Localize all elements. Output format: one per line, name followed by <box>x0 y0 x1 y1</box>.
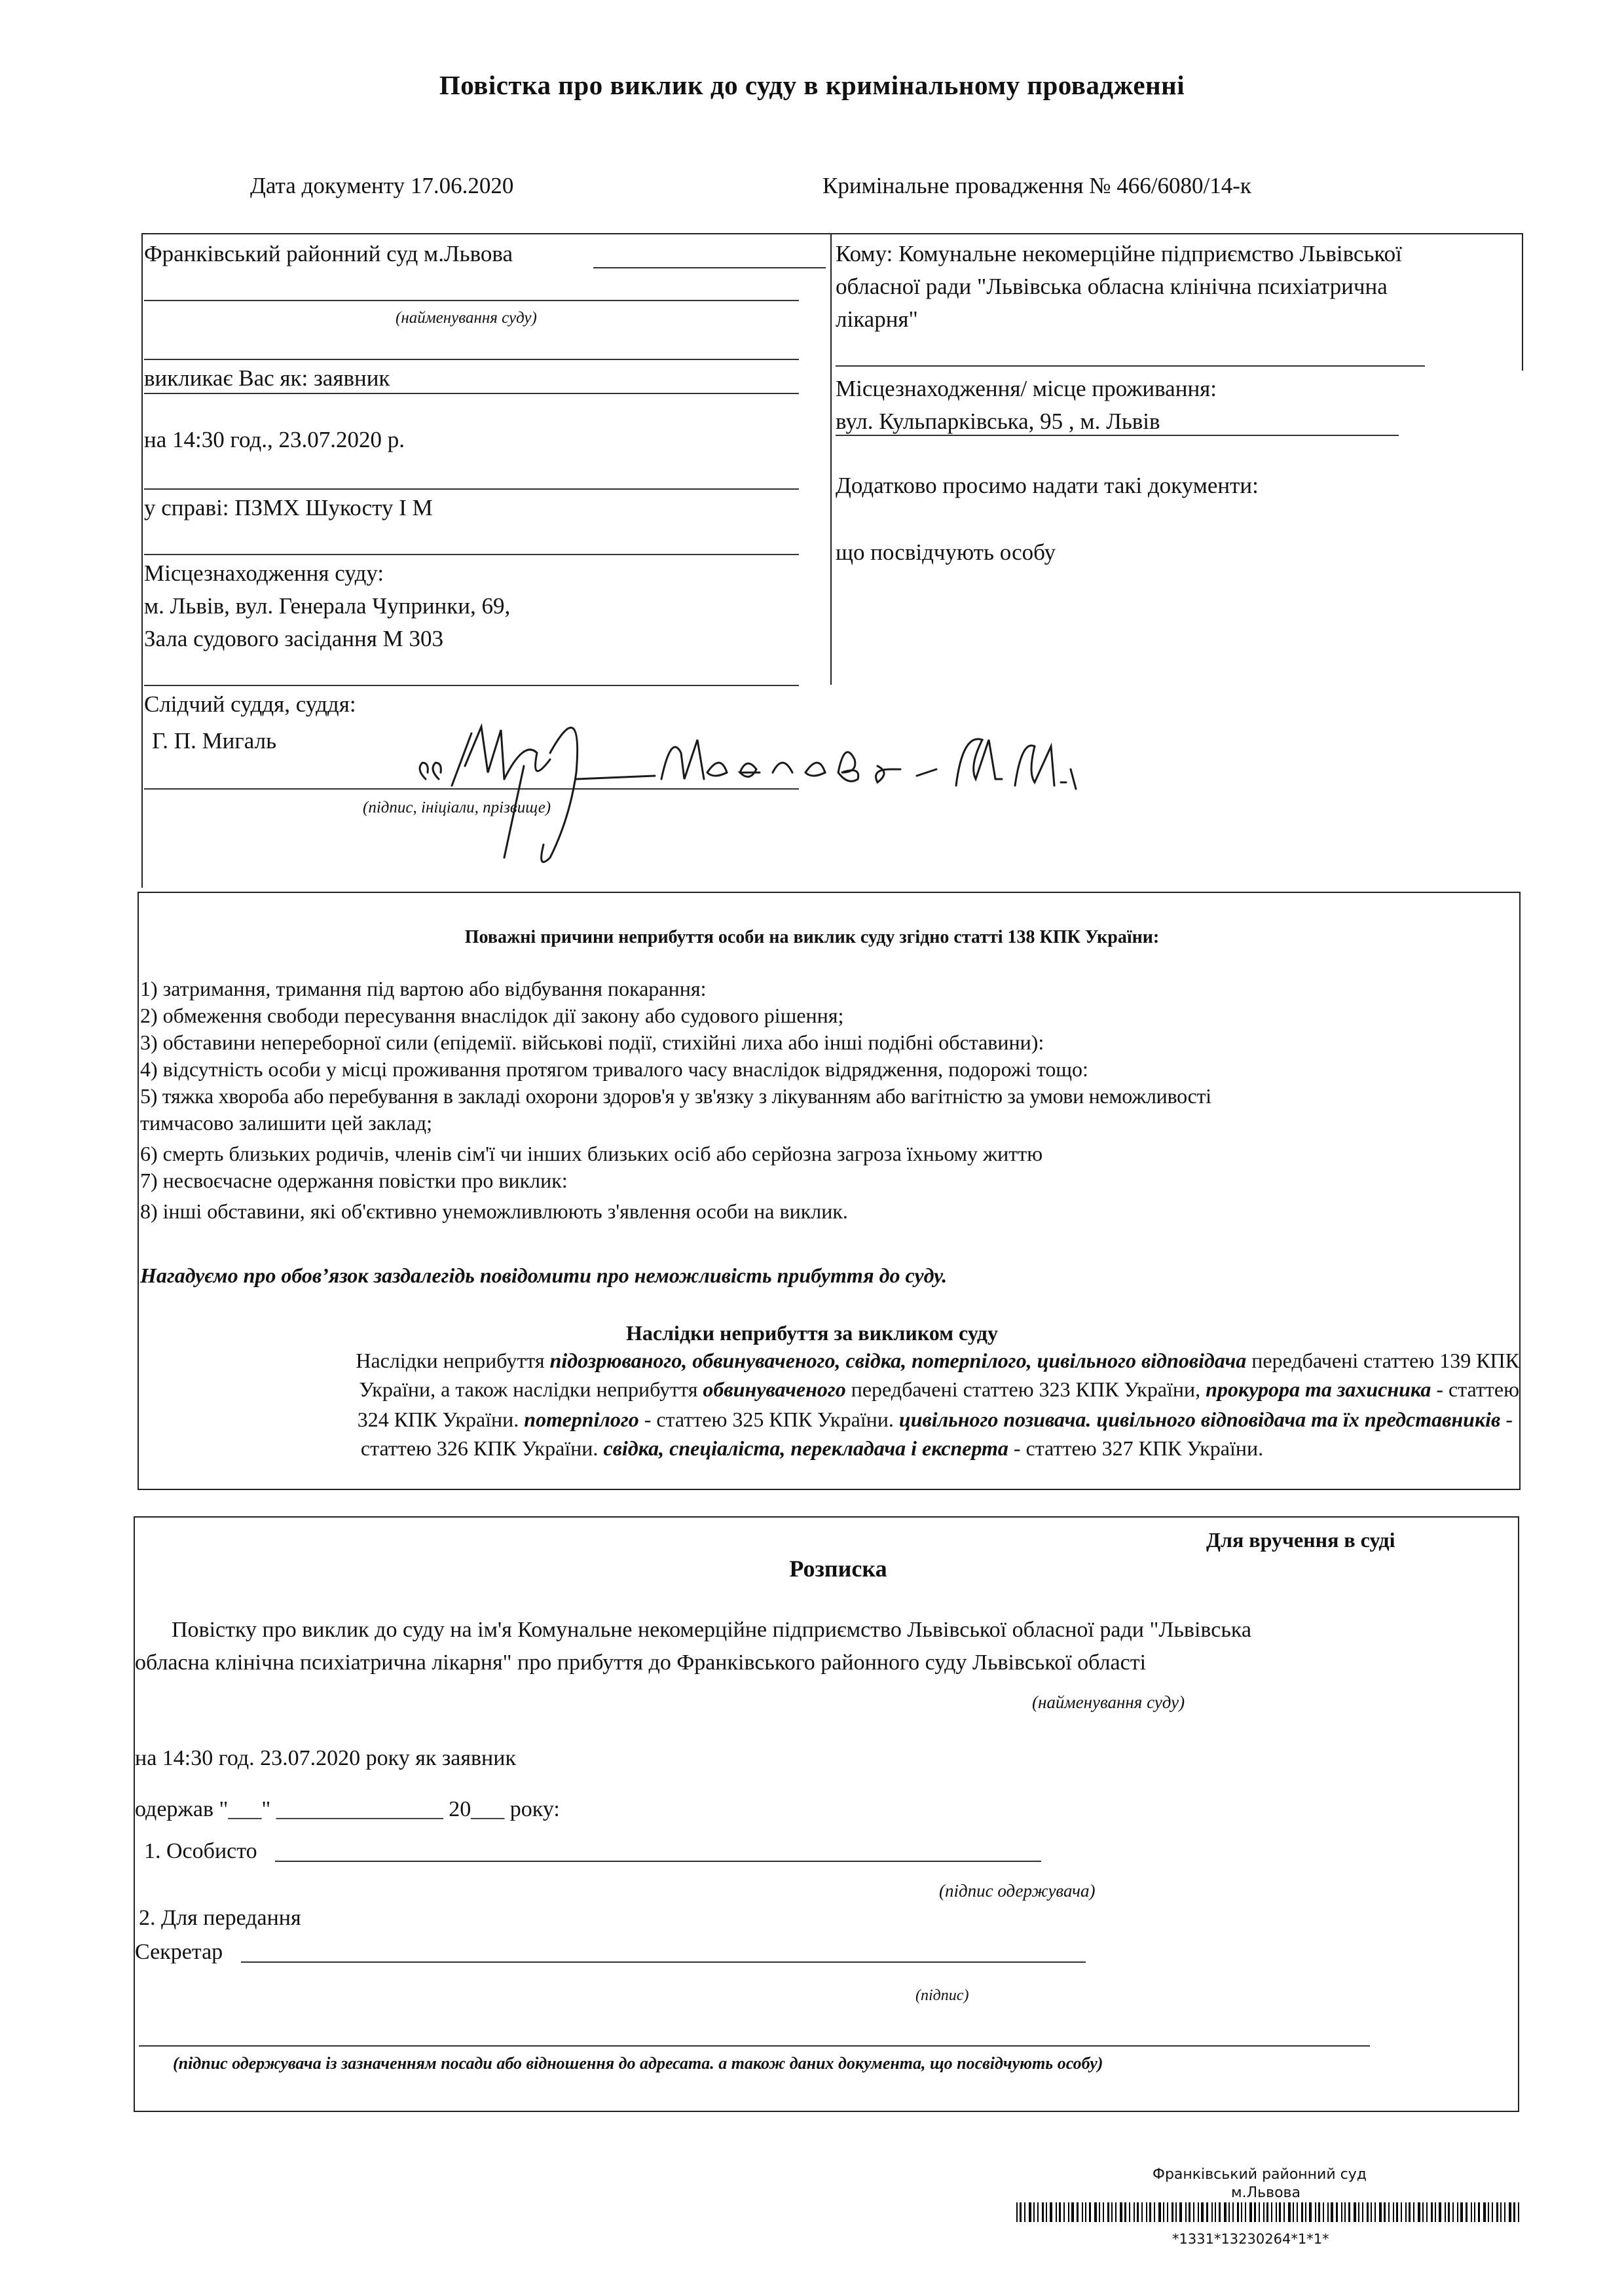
text: статтею 326 КПК України. <box>360 1436 604 1460</box>
column-divider <box>830 233 832 685</box>
barcode-bar <box>1103 2202 1104 2222</box>
barcode-bar <box>1279 2202 1281 2222</box>
underline <box>593 267 826 268</box>
receipt-line-2: обласна клінічна психіатрична лікарня" про прибуття до Франківського районного суду Львівської області <box>135 1650 1147 1675</box>
text: - статтею 325 КПК України. <box>638 1408 899 1431</box>
barcode-bar <box>1059 2202 1061 2222</box>
barcode-bar <box>1305 2202 1306 2222</box>
barcode-bar <box>1077 2202 1079 2222</box>
barcode-bar <box>1189 2202 1190 2222</box>
barcode-bar <box>1471 2202 1472 2222</box>
secretary-sign-caption: (підпис) <box>915 1987 969 2004</box>
barcode-bar <box>1107 2202 1109 2222</box>
barcode-bar <box>1509 2202 1511 2222</box>
judge-label: Слідчий суддя, суддя: <box>144 691 356 717</box>
reminder: Нагадуємо про обов’язок заздалегідь повідомити про неможливість прибуття до суду. <box>140 1264 948 1287</box>
text: цивільного позивача. цивільного відповідача та їх представників <box>898 1408 1501 1431</box>
case-number: Кримінальне провадження № 466/6080/14-к <box>822 173 1251 198</box>
barcode-bar <box>1288 2202 1291 2222</box>
barcode-bar <box>1460 2202 1463 2222</box>
barcode-bar <box>1431 2202 1433 2222</box>
barcode-bar <box>1496 2202 1498 2222</box>
recipient-line-3: лікарня" <box>836 306 918 332</box>
barcode-bar <box>1315 2202 1316 2222</box>
barcode-text: *1331*13230264*1*1* <box>1172 2231 1329 2247</box>
underline <box>144 488 799 490</box>
for-transfer-label: 2. Для передання <box>139 1906 301 1930</box>
barcode-bar <box>1266 2202 1268 2222</box>
barcode-bar <box>1388 2202 1390 2222</box>
documents-label: Додатково просимо надати такі документи: <box>836 473 1259 498</box>
receipt-title: Розписка <box>789 1556 887 1582</box>
underline <box>836 435 1399 436</box>
barcode-bar <box>1327 2202 1329 2222</box>
reason-item: 4) відсутність особи у місці проживання протягом тривалого часу внаслідок відрядження, подорожі тощо: <box>140 1057 1088 1081</box>
summons-as: викликає Вас як: заявник <box>144 365 390 391</box>
barcode-bar <box>1016 2202 1018 2222</box>
barcode-bar <box>1478 2202 1480 2222</box>
barcode-bar <box>1263 2202 1264 2222</box>
barcode-bar <box>1185 2202 1187 2222</box>
receipt-line-1: Повістку про виклик до суду на ім'я Комунальне некомерційне підприємство Львівської обласної ради "Львівська <box>172 1618 1251 1642</box>
barcode-bar <box>1271 2202 1272 2222</box>
barcode-bar <box>1224 2202 1227 2222</box>
barcode-bar <box>1341 2202 1342 2222</box>
barcode-bar <box>1393 2202 1394 2222</box>
barcode-bar <box>1046 2202 1047 2222</box>
text: України, а також наслідки неприбуття <box>359 1377 703 1401</box>
court-name: Франківський районний суд м.Львова <box>144 241 513 266</box>
court-address: м. Львів, вул. Генерала Чупринки, 69, <box>144 593 511 619</box>
consequences-line-3 <box>0 1405 1513 1434</box>
barcode-bar <box>1211 2202 1213 2222</box>
barcode-bar <box>1068 2202 1069 2222</box>
barcode-bar <box>1085 2202 1086 2222</box>
document-title: Повістка про виклик до суду в кримінальному провадженні <box>439 70 1185 100</box>
barcode-bar <box>1129 2202 1130 2222</box>
text: - статтею 327 КПК України. <box>1008 1436 1264 1460</box>
signature-caption: (підпис, ініціали, прізвище) <box>363 799 551 816</box>
barcode-bar <box>1254 2202 1256 2222</box>
barcode-bar <box>1483 2202 1486 2222</box>
barcode-bar <box>1115 2202 1116 2222</box>
underline <box>275 1861 1041 1862</box>
barcode-bar <box>1488 2202 1489 2222</box>
barcode-bar <box>1241 2202 1242 2222</box>
barcode-bar <box>1063 2202 1065 2222</box>
barcode-bar <box>1409 2202 1411 2222</box>
documents-value: що посвідчують особу <box>836 539 1056 565</box>
barcode-bar <box>1099 2202 1100 2222</box>
barcode-bar <box>1137 2202 1139 2222</box>
barcode-bar <box>1042 2202 1044 2222</box>
barcode-bar <box>1175 2202 1177 2222</box>
barcode-bar <box>1396 2202 1398 2222</box>
barcode-bar <box>1141 2202 1143 2222</box>
barcode-bar <box>1154 2202 1155 2222</box>
underline <box>139 2045 1370 2047</box>
barcode-bar <box>1309 2202 1312 2222</box>
barcode-bar <box>1448 2202 1450 2222</box>
handwritten-signature <box>406 707 1126 864</box>
barcode-bar <box>1179 2202 1182 2222</box>
barcode-bar <box>1331 2202 1333 2222</box>
text: - статтею <box>1431 1377 1519 1401</box>
barcode-bar <box>1158 2202 1161 2222</box>
text: прокурора та захисника <box>1206 1377 1431 1401</box>
barcode-bar <box>1504 2202 1505 2222</box>
barcode-bar <box>1259 2202 1260 2222</box>
barcode-bar <box>1513 2202 1515 2222</box>
reason-item: 2) обмеження свободи пересування внаслідок дії закону або судового рішення; <box>140 1004 844 1027</box>
barcode-bar <box>1422 2202 1424 2222</box>
barcode-bar <box>1050 2202 1052 2222</box>
barcode-bar <box>1094 2202 1097 2222</box>
barcode-bar <box>1167 2202 1168 2222</box>
barcode-bar <box>1457 2202 1458 2222</box>
secretary-label: Секретар <box>135 1940 223 1964</box>
barcode-bar <box>1249 2202 1252 2222</box>
barcode-bar <box>1020 2202 1022 2222</box>
receipt-time-line: на 14:30 год. 23.07.2020 року як заявник <box>135 1746 516 1770</box>
barcode-bar <box>1426 2202 1428 2222</box>
barcode-bar <box>1198 2202 1199 2222</box>
consequences-line-4 <box>0 1434 1624 1463</box>
barcode-bar <box>1215 2202 1216 2222</box>
recipient-line-1: Кому: Комунальне некомерційне підприємство Львівської <box>836 241 1402 266</box>
court-caption: (найменування суду) <box>396 309 537 327</box>
text: Наслідки неприбуття <box>356 1349 550 1372</box>
barcode-bar <box>1219 2202 1221 2222</box>
barcode-bar <box>1323 2202 1324 2222</box>
underline <box>241 1961 1086 1963</box>
text: - <box>1500 1408 1513 1431</box>
text: обвинуваченого <box>703 1377 846 1401</box>
receiver-caption: (підпис одержувача) <box>939 1881 1096 1901</box>
barcode-bar <box>1336 2202 1338 2222</box>
barcode-bar <box>1206 2202 1208 2222</box>
footer-court-line-2: м.Львова <box>1231 2185 1301 2201</box>
barcode-bar <box>1033 2202 1035 2222</box>
barcode-bar <box>1492 2202 1493 2222</box>
barcode-bar <box>1297 2202 1298 2222</box>
reason-item: 3) обставини непереборної сили (епідемії. військові події, стихійні лиха або інші подібні обставини): <box>140 1030 1044 1054</box>
barcode-bar <box>1371 2202 1372 2222</box>
barcode-bar <box>1201 2202 1204 2222</box>
barcode-bar <box>1024 2202 1025 2222</box>
barcode-bar <box>1089 2202 1091 2222</box>
barcode-bar <box>1418 2202 1420 2222</box>
underline <box>144 554 799 555</box>
barcode-bar <box>1445 2202 1446 2222</box>
barcode-bar <box>1384 2202 1386 2222</box>
reason-item: 8) інші обставини, які об'єктивно унеможливлюють з'явлення особи на виклик. <box>140 1199 848 1223</box>
barcode-bar <box>1134 2202 1135 2222</box>
barcode-bar <box>1301 2202 1303 2222</box>
barcode-bar <box>1348 2202 1350 2222</box>
barcode-bar <box>1439 2202 1441 2222</box>
receipt-court-caption: (найменування суду) <box>1032 1692 1185 1712</box>
barcode-bar <box>1367 2202 1369 2222</box>
reason-item: 1) затримання, тримання під вартою або відбування покарання: <box>140 977 707 1000</box>
text: потерпілого <box>524 1408 639 1431</box>
text: передбачені статтею 323 КПК України, <box>845 1377 1206 1401</box>
barcode-bar <box>1120 2202 1122 2222</box>
received-date-line: одержав "___" _______________ 20___ року: <box>135 1797 560 1821</box>
underline <box>144 300 799 301</box>
reason-item: 7) несвоєчасне одержання повістки про виклик: <box>140 1169 568 1192</box>
barcode-bar <box>1362 2202 1363 2222</box>
consequences-title: Наслідки неприбуття за викликом суду <box>626 1321 998 1345</box>
text: свідка, спеціаліста, перекладача і експерта <box>603 1436 1008 1460</box>
text: передбачені статтею 139 КПК <box>1246 1349 1519 1372</box>
residence-label: Місцезнаходження/ місце проживання: <box>836 376 1217 401</box>
recipient-line-2: обласної ради "Львівська обласна клінічна психіатрична <box>836 274 1388 299</box>
barcode-bar <box>1474 2202 1475 2222</box>
barcode-bar <box>1379 2202 1382 2222</box>
hearing-time: на 14:30 год., 23.07.2020 р. <box>144 427 405 452</box>
residence-value: вул. Кульпарківська, 95 , м. Львів <box>836 409 1160 434</box>
reason-item: 5) тяжка хвороба або перебування в закладі охорони здоров'я у зв'язку з лікуванням або вагітністю за умови неможливості <box>140 1084 1211 1108</box>
barcode-bar <box>1318 2202 1320 2222</box>
underline <box>144 393 799 394</box>
text: підозрюваного, обвинуваченого, свідка, потерпілого, цивільного відповідача <box>549 1349 1247 1372</box>
barcode <box>1016 2201 1523 2222</box>
barcode-bar <box>1037 2202 1039 2222</box>
underline <box>144 359 799 360</box>
for-delivery-label: Для вручення в суді <box>1206 1528 1395 1552</box>
barcode-bar <box>1029 2202 1031 2222</box>
barcode-bar <box>1245 2202 1246 2222</box>
barcode-bar <box>1413 2202 1414 2222</box>
barcode-bar <box>1401 2202 1402 2222</box>
barcode-bar <box>1082 2202 1083 2222</box>
barcode-bar <box>1237 2202 1239 2222</box>
barcode-bar <box>1375 2202 1376 2222</box>
barcode-bar <box>1500 2202 1502 2222</box>
barcode-bar <box>1193 2202 1194 2222</box>
court-location-label: Місцезнаходження суду: <box>144 560 384 586</box>
barcode-bar <box>1111 2202 1113 2222</box>
judge-name: Г. П. Мигаль <box>152 728 277 754</box>
barcode-bar <box>1276 2202 1277 2222</box>
barcode-bar <box>1149 2202 1151 2222</box>
underline <box>144 685 799 686</box>
barcode-bar <box>1163 2202 1164 2222</box>
barcode-bar <box>1071 2202 1074 2222</box>
barcode-bar <box>1435 2202 1436 2222</box>
underline <box>836 365 1425 367</box>
reason-item: тимчасово залишити цей заклад; <box>140 1111 433 1135</box>
barcode-bar <box>1354 2202 1356 2222</box>
right-border <box>1522 233 1523 371</box>
barcode-bar <box>1344 2202 1346 2222</box>
barcode-bar <box>1293 2202 1294 2222</box>
case-subject: у справі: ПЗМХ Шукосту І М <box>144 495 433 520</box>
reason-item: 6) смерть близьких родичів, членів сім'ї чи інших близьких осіб або серйозна загроза їхньому життю <box>140 1142 1043 1165</box>
consequences-line-2 <box>0 1375 1519 1404</box>
consequences-line-1 <box>0 1346 1519 1375</box>
receipt-bottom-caption: (підпис одержувача із зазначенням посади або відношення до адресата. а також даних документа, що посвідчують особу) <box>173 2054 1103 2073</box>
barcode-bar <box>1518 2202 1519 2222</box>
barcode-bar <box>1466 2202 1467 2222</box>
barcode-bar <box>1146 2202 1147 2222</box>
barcode-bar <box>1124 2202 1126 2222</box>
barcode-bar <box>1232 2202 1234 2222</box>
left-border <box>141 233 143 888</box>
barcode-bar <box>1172 2202 1173 2222</box>
barcode-bar <box>1405 2202 1407 2222</box>
reasons-title: Поважні причини неприбуття особи на виклик суду згідно статті 138 КПК України: <box>464 927 1160 947</box>
text: 324 КПК України. <box>357 1408 525 1431</box>
document-date: Дата документу 17.06.2020 <box>250 173 514 198</box>
barcode-bar <box>1056 2202 1057 2222</box>
footer-court-line-1: Франківський районний суд <box>1153 2166 1367 2183</box>
personally-label: 1. Особисто <box>144 1839 257 1863</box>
barcode-bar <box>1228 2202 1230 2222</box>
court-room: Зала судового засідання М 303 <box>144 626 443 651</box>
barcode-bar <box>1452 2202 1454 2222</box>
barcode-bar <box>1283 2202 1285 2222</box>
barcode-bar <box>1358 2202 1359 2222</box>
